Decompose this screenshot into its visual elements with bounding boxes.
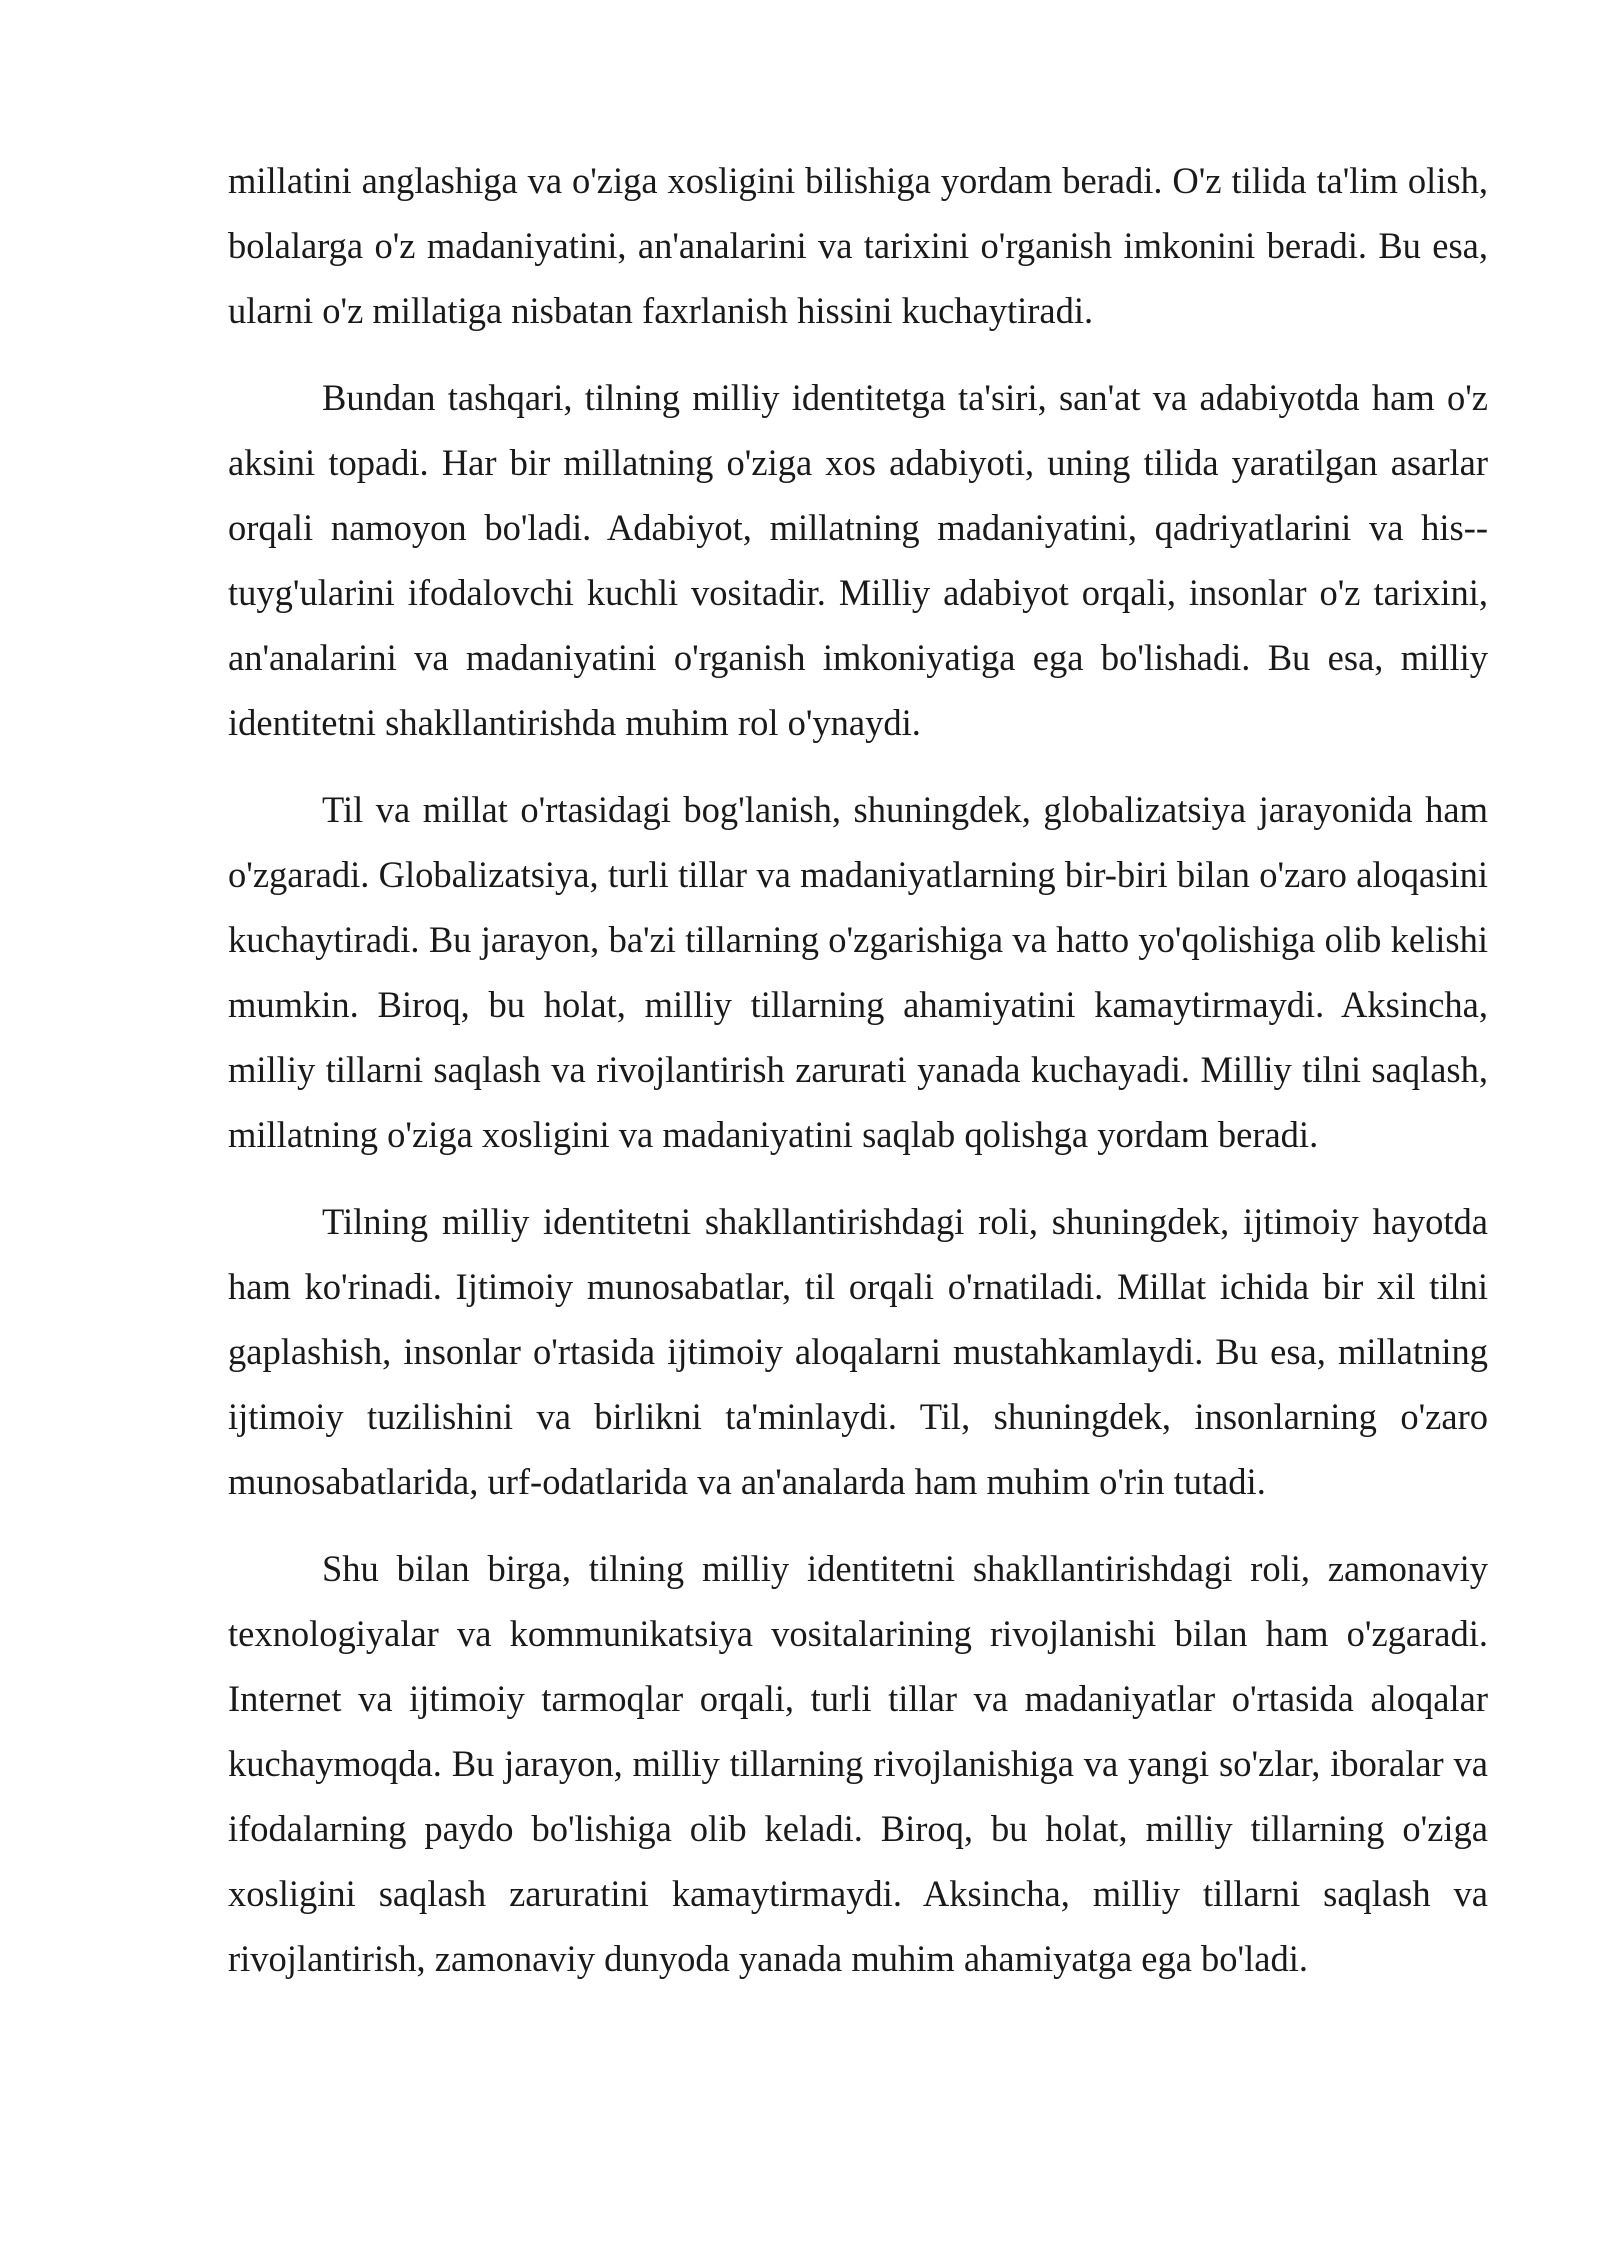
document-page [228,148,1488,2013]
paragraph-2: Bundan tashqari, tilning milliy identitetga ta'siri, san'at va adabiyotda ham o'z aksini topadi. Har bir millatning o'ziga xos adabiyoti, uning tilida yaratilgan asarlar orqali namoyon bo'ladi. Adabiyot, millatning madaniyatini, qadriyatlarini va his-tuyg'ularini ifodalovchi kuchli vositadir. Milliy adabiyot orqali, insonlar o'z tarixini, an'analarini va madaniyatini o'rganish imkoniyatiga ega bo'lishadi. Bu esa, milliy identitetni shakllantirishda muhim rol o'ynaydi. [228,377,1488,743]
paragraph-3: Til va millat o'rtasidagi bog'lanish, shuningdek, globalizatsiya jarayonida ham o'zgaradi. Globalizatsiya, turli tillar va madaniyatlarning bir-biri bilan o'zaro aloqasini kuchaytiradi. Bu jarayon, ba'zi tillarning o'zgarishiga va hatto yo'qolishiga olib kelishi mumkin. Biroq, bu holat, milliy tillarning ahamiyatini kamaytirmaydi. Aksincha, milliy tillarni saqlash va rivojlantirish zarurati yanada kuchayadi. Milliy tilni saqlash, millatning o'ziga xosligini va madaniyatini saqlab qolishga yordam beradi. [228,789,1488,1155]
paragraph-4: Tilning milliy identitetni shakllantirishdagi roli, shuningdek, ijtimoiy hayotda ham ko'rinadi. Ijtimoiy munosabatlar, til orqali o'rnatiladi. Millat ichida bir xil tilni gaplashish, insonlar o'rtasida ijtimoiy aloqalarni mustahkamlaydi. Bu esa, millatning ijtimoiy tuzilishini va birlikni ta'minlaydi. Til, shuningdek, insonlarning o'zaro munosabatlarida, urf-odatlarida va an'analarda ham muhim o'rin tutadi. [228,1201,1488,1502]
paragraph-5: Shu bilan birga, tilning milliy identitetni shakllantirishdagi roli, zamonaviy texnologiyalar va kommunikatsiya vositalarining rivojlanishi bilan ham o'zgaradi. Internet va ijtimoiy tarmoqlar orqali, turli tillar va madaniyatlar o'rtasida aloqalar kuchaymoqda. Bu jarayon, milliy tillarning rivojlanishiga va yangi so'zlar, iboralar va ifodalarning paydo bo'lishiga olib keladi. Biroq, bu holat, milliy tillarning o'ziga xosligini saqlash zaruratini kamaytirmaydi. Aksincha, milliy tillarni saqlash va rivojlantirish, zamonaviy dunyoda yanada muhim ahamiyatga ega bo'ladi. [228,1548,1488,1979]
paragraph-1: millatini anglashiga va o'ziga xosligini bilishiga yordam beradi. O'z tilida ta'lim olish, bolalarga o'z madaniyatini, an'analarini va tarixini o'rganish imkonini beradi. Bu esa, ularni o'z millatiga nisbatan faxrlanish hissini kuchaytiradi. [228,160,1488,331]
